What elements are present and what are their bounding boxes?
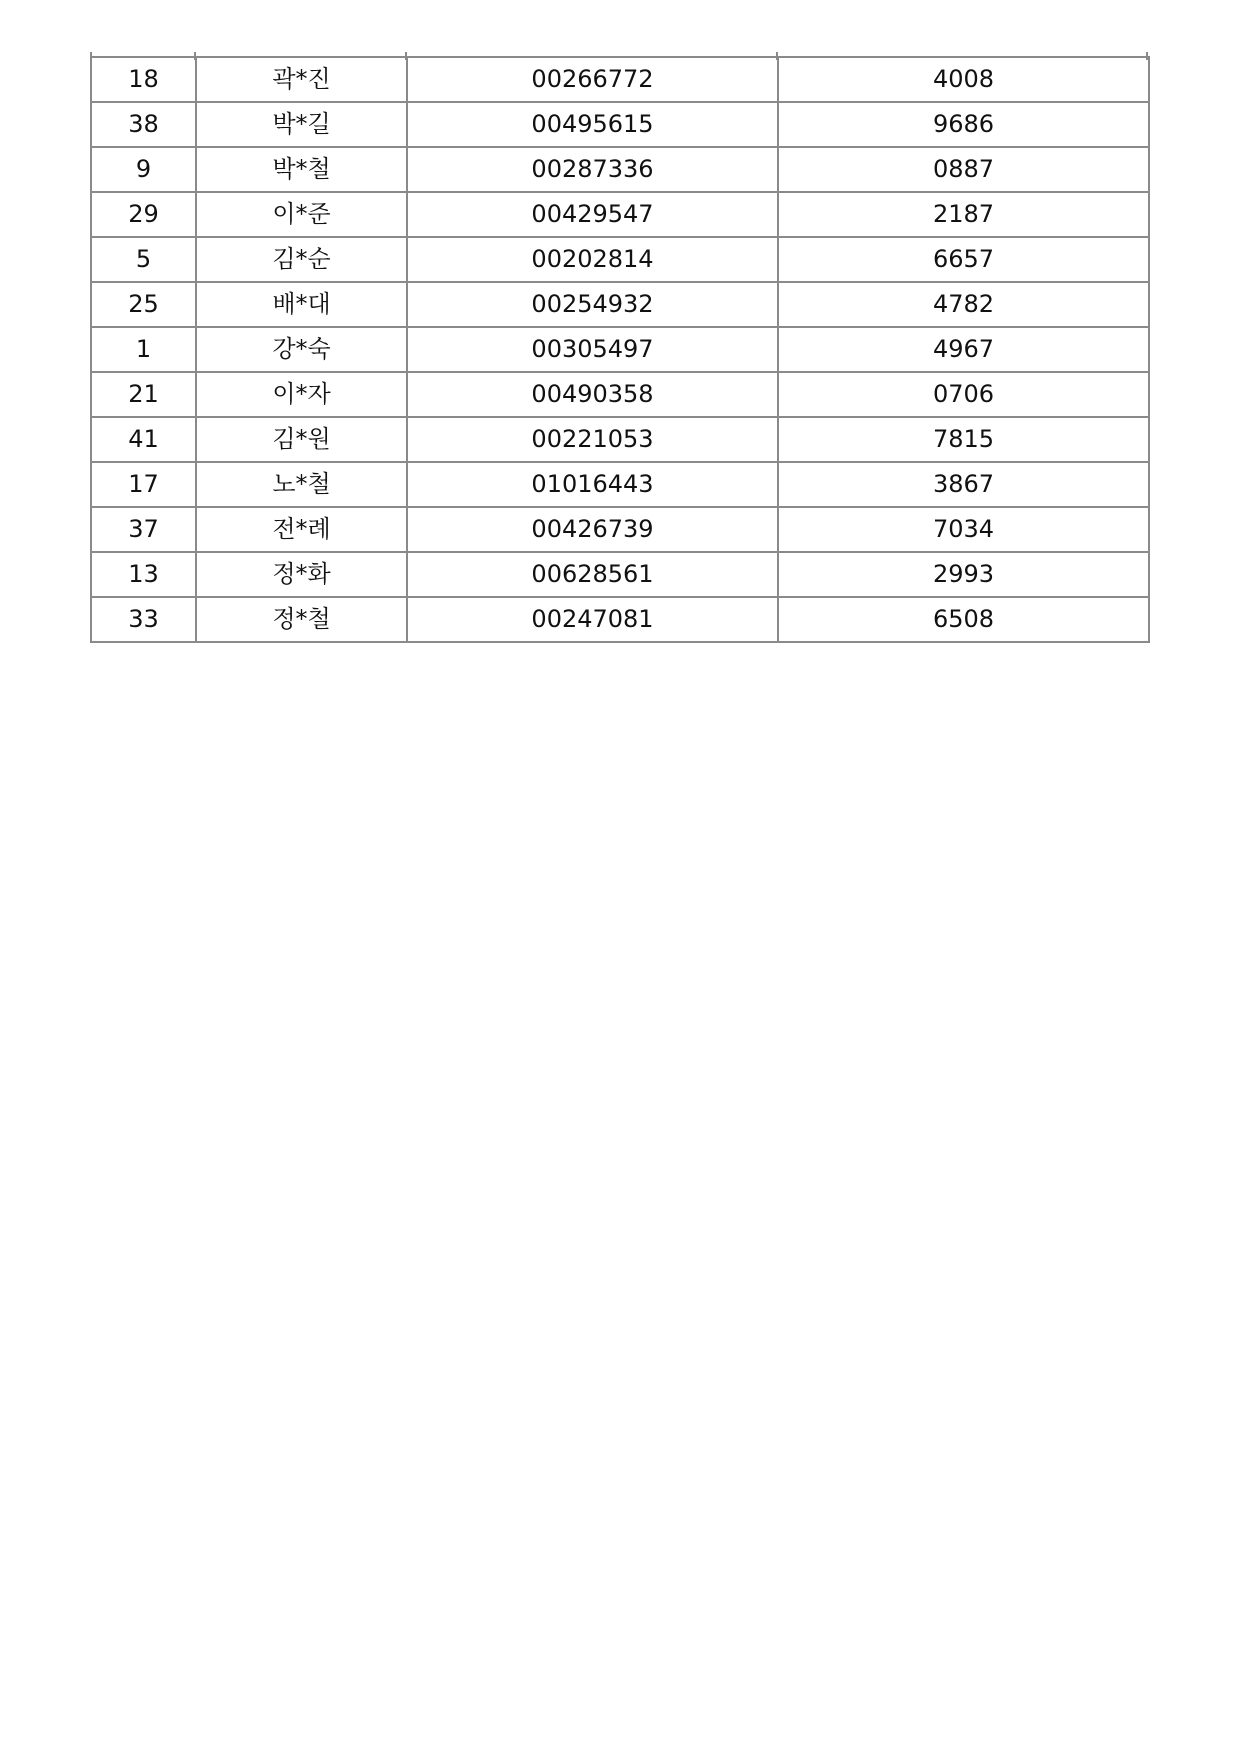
name-cell: 박*길 — [196, 102, 407, 147]
name-cell: 배*대 — [196, 282, 407, 327]
id-number-cell: 00429547 — [407, 192, 778, 237]
code-cell: 4008 — [778, 57, 1149, 102]
id-number-cell: 00490358 — [407, 372, 778, 417]
name-cell: 노*철 — [196, 462, 407, 507]
name-cell: 김*순 — [196, 237, 407, 282]
table-row — [91, 507, 1149, 552]
id-number-cell: 01016443 — [407, 462, 778, 507]
row-number-cell: 37 — [91, 507, 196, 552]
id-number-cell: 00254932 — [407, 282, 778, 327]
code-cell: 6657 — [778, 237, 1149, 282]
results-table — [90, 56, 1150, 643]
id-number-cell: 00426739 — [407, 507, 778, 552]
table-row — [91, 372, 1149, 417]
table-row — [91, 57, 1149, 102]
id-number-cell: 00247081 — [407, 597, 778, 642]
name-cell: 이*준 — [196, 192, 407, 237]
code-cell: 4967 — [778, 327, 1149, 372]
code-cell: 0706 — [778, 372, 1149, 417]
id-number-cell: 00221053 — [407, 417, 778, 462]
code-cell: 7815 — [778, 417, 1149, 462]
code-cell: 6508 — [778, 597, 1149, 642]
results-table-body — [91, 57, 1149, 642]
row-number-cell: 5 — [91, 237, 196, 282]
name-cell: 박*철 — [196, 147, 407, 192]
row-number-cell: 21 — [91, 372, 196, 417]
row-number-cell: 13 — [91, 552, 196, 597]
row-number-cell: 29 — [91, 192, 196, 237]
table-row — [91, 282, 1149, 327]
results-table-container — [90, 56, 1148, 643]
table-row — [91, 417, 1149, 462]
row-number-cell: 38 — [91, 102, 196, 147]
table-row — [91, 147, 1149, 192]
name-cell: 곽*진 — [196, 57, 407, 102]
name-cell: 강*숙 — [196, 327, 407, 372]
row-number-cell: 9 — [91, 147, 196, 192]
row-number-cell: 41 — [91, 417, 196, 462]
table-row — [91, 462, 1149, 507]
row-number-cell: 18 — [91, 57, 196, 102]
table-row — [91, 192, 1149, 237]
table-row — [91, 327, 1149, 372]
row-number-cell: 1 — [91, 327, 196, 372]
table-row — [91, 102, 1149, 147]
code-cell: 2187 — [778, 192, 1149, 237]
id-number-cell: 00305497 — [407, 327, 778, 372]
table-row — [91, 237, 1149, 282]
code-cell: 3867 — [778, 462, 1149, 507]
table-row — [91, 552, 1149, 597]
table-row — [91, 597, 1149, 642]
code-cell: 9686 — [778, 102, 1149, 147]
name-cell: 전*례 — [196, 507, 407, 552]
name-cell: 김*원 — [196, 417, 407, 462]
id-number-cell: 00202814 — [407, 237, 778, 282]
id-number-cell: 00628561 — [407, 552, 778, 597]
name-cell: 이*자 — [196, 372, 407, 417]
row-number-cell: 25 — [91, 282, 196, 327]
row-number-cell: 33 — [91, 597, 196, 642]
code-cell: 7034 — [778, 507, 1149, 552]
code-cell: 0887 — [778, 147, 1149, 192]
id-number-cell: 00287336 — [407, 147, 778, 192]
id-number-cell: 00266772 — [407, 57, 778, 102]
row-number-cell: 17 — [91, 462, 196, 507]
name-cell: 정*화 — [196, 552, 407, 597]
name-cell: 정*철 — [196, 597, 407, 642]
id-number-cell: 00495615 — [407, 102, 778, 147]
code-cell: 4782 — [778, 282, 1149, 327]
code-cell: 2993 — [778, 552, 1149, 597]
